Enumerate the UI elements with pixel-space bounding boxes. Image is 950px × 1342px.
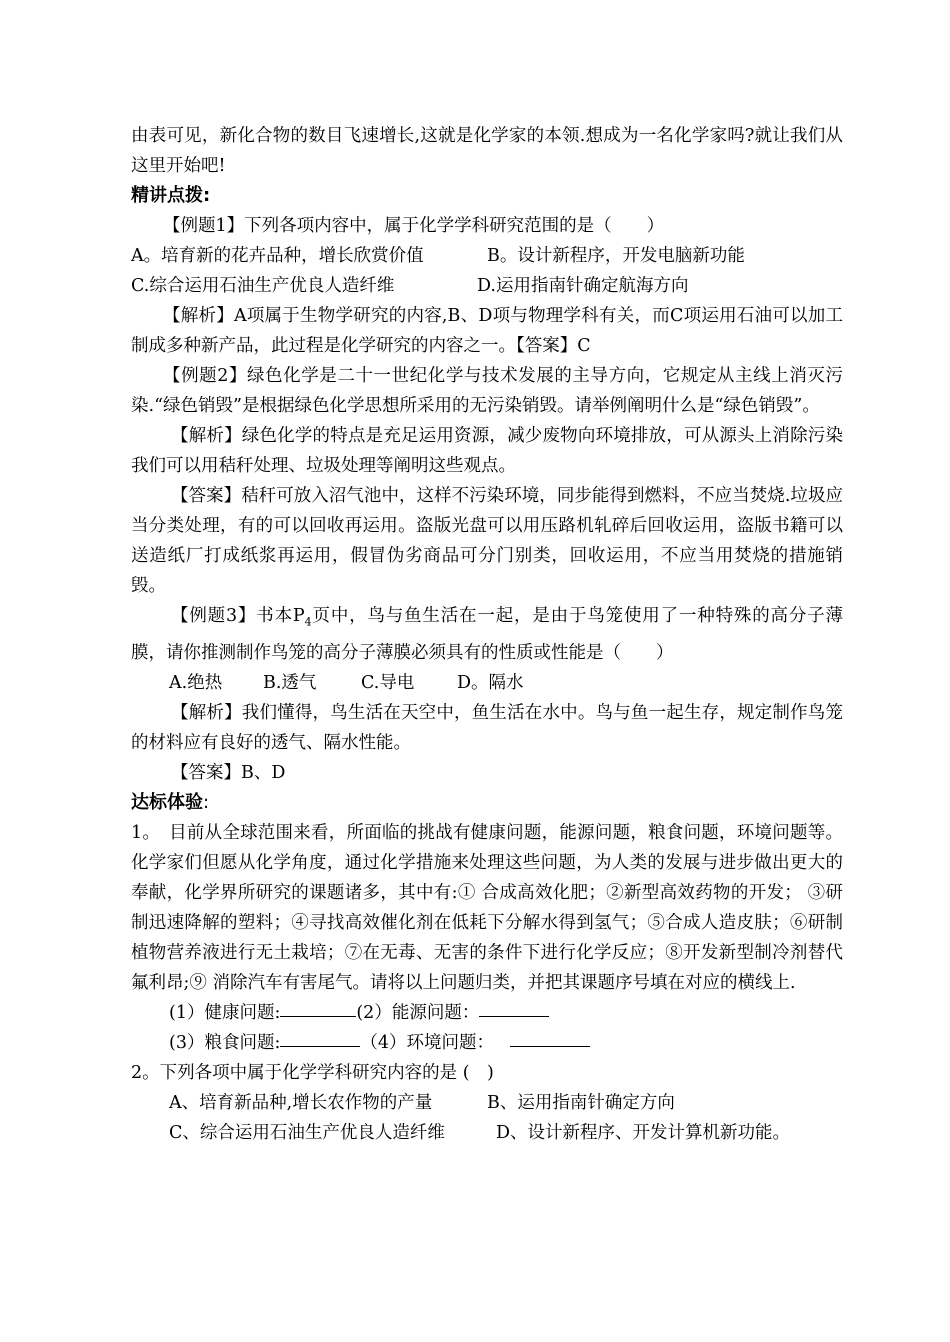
label-health: (1）健康问题: — [169, 1002, 281, 1023]
example1-options-ab — [131, 241, 843, 271]
example3-option-a: A.绝热 — [169, 672, 223, 693]
example3-option-d: D。隔水 — [457, 672, 524, 693]
question1-blanks-row1 — [131, 998, 843, 1028]
example3-options — [131, 668, 843, 698]
question2-option-d: D、设计新程序、开发计算机新功能。 — [496, 1122, 791, 1143]
blank-health[interactable] — [280, 998, 356, 1017]
example1-option-c: C.综合运用石油生产优良人造纤维 — [131, 276, 395, 296]
question2-option-a: A、培育新品种,增长农作物的产量 — [169, 1092, 433, 1113]
example3-option-c: C.导电 — [361, 672, 415, 693]
example1-options-cd — [131, 271, 843, 301]
question1-blanks-row2 — [131, 1028, 843, 1058]
example1-option-b: B。设计新程序，开发电脑新功能 — [487, 246, 745, 266]
section-title-lecture: 精讲点拨: — [131, 185, 211, 206]
example3-answer: 【答案】B、D — [171, 762, 286, 783]
section-title-practice: 达标体验: — [131, 791, 210, 813]
label-food: (3）粮食问题: — [169, 1032, 281, 1053]
example3-question: 【例题3】书本$P_4$页中，鸟与鱼生活在一起，是由于鸟笼使用了一种特殊的高分子薄膜，请你推测制作鸟笼的高分子薄膜必须具有的性质或性能是（ ） — [131, 606, 843, 663]
question2-option-b: B、运用指南针确定方向 — [487, 1092, 675, 1113]
example1-option-a: A。培育新的花卉品种，增长欣赏价值 — [131, 246, 424, 266]
blank-food[interactable] — [280, 1028, 360, 1047]
document-page — [131, 121, 843, 1148]
question2-text: 2。下列各项中属于化学学科研究内容的是 ( ) — [131, 1062, 494, 1083]
question2-option-c: C、综合运用石油生产优良人造纤维 — [169, 1122, 445, 1143]
intro-paragraph: 由表可见，新化合物的数目飞速增长,这就是化学家的本领.想成为一名化学家吗?就让我们从这里开始吧! — [131, 126, 843, 176]
example1-analysis: 【解析】A项属于生物学研究的内容,B、D项与物理学科有关，而C项运用石油可以加工制成多种新产品，此过程是化学研究的内容之一。【答案】C — [131, 306, 843, 356]
example3-analysis: 【解析】我们懂得，鸟生活在天空中，鱼生活在水中。鸟与鱼一起生存，规定制作鸟笼的材料应有良好的透气、隔水性能。 — [131, 702, 843, 753]
blank-energy[interactable] — [479, 998, 549, 1017]
example1-option-d: D.运用指南针确定航海方向 — [477, 276, 689, 296]
question1-text: 1。 目前从全球范围来看，所面临的挑战有健康问题，能源问题，粮食问题，环境问题等。化学家们但愿从化学角度，通过化学措施来处理这些问题，为人类的发展与进步做出更大的奉献，化学界所研究的课题诸多，其中有:① 合成高效化肥；②新型高效药物的开发； ③研制迅速降解的塑料；④寻找高效催化剂在低耗下分解水得到氢气；⑤合成人造皮肤；⑥研制植物营养液进行无土栽培；⑦在无毒、无害的条件下进行化学反应；⑧开发新型制冷剂替代氟利昂;⑨ 消除汽车有害尾气。请将以上问题归类，并把其课题序号填在对应的横线上. — [131, 822, 843, 993]
example2-answer: 【答案】秸秆可放入沼气池中，这样不污染环境，同步能得到燃料，不应当焚烧.垃圾应当分类处理，有的可以回收再运用。盗版光盘可以用压路机轧碎后回收运用，盗版书籍可以送造纸厂打成纸浆再运用，假冒伪劣商品可分门别类，回收运用，不应当用焚烧的措施销毁。 — [131, 486, 843, 596]
label-env: （4）环境问题： — [360, 1032, 494, 1053]
question2-options-cd — [131, 1118, 843, 1148]
example2-analysis: 【解析】绿色化学的特点是充足运用资源，减少废物向环境排放，可从源头上消除污染我们可以用秸秆处理、垃圾处理等阐明这些观点。 — [131, 426, 843, 476]
example1-question: 【例题1】下列各项内容中，属于化学学科研究范围的是（ ） — [163, 216, 665, 236]
example3-option-b: B.透气 — [263, 672, 317, 693]
blank-env[interactable] — [510, 1028, 590, 1047]
label-energy: (2）能源问题： — [356, 1002, 480, 1023]
example2-question: 【例题2】绿色化学是二十一世纪化学与技术发展的主导方向，它规定从主线上消灭污染.“绿色销毁”是根据绿色化学思想所采用的无污染销毁。请举例阐明什么是“绿色销毁”。 — [131, 366, 843, 416]
question2-options-ab — [131, 1088, 843, 1118]
